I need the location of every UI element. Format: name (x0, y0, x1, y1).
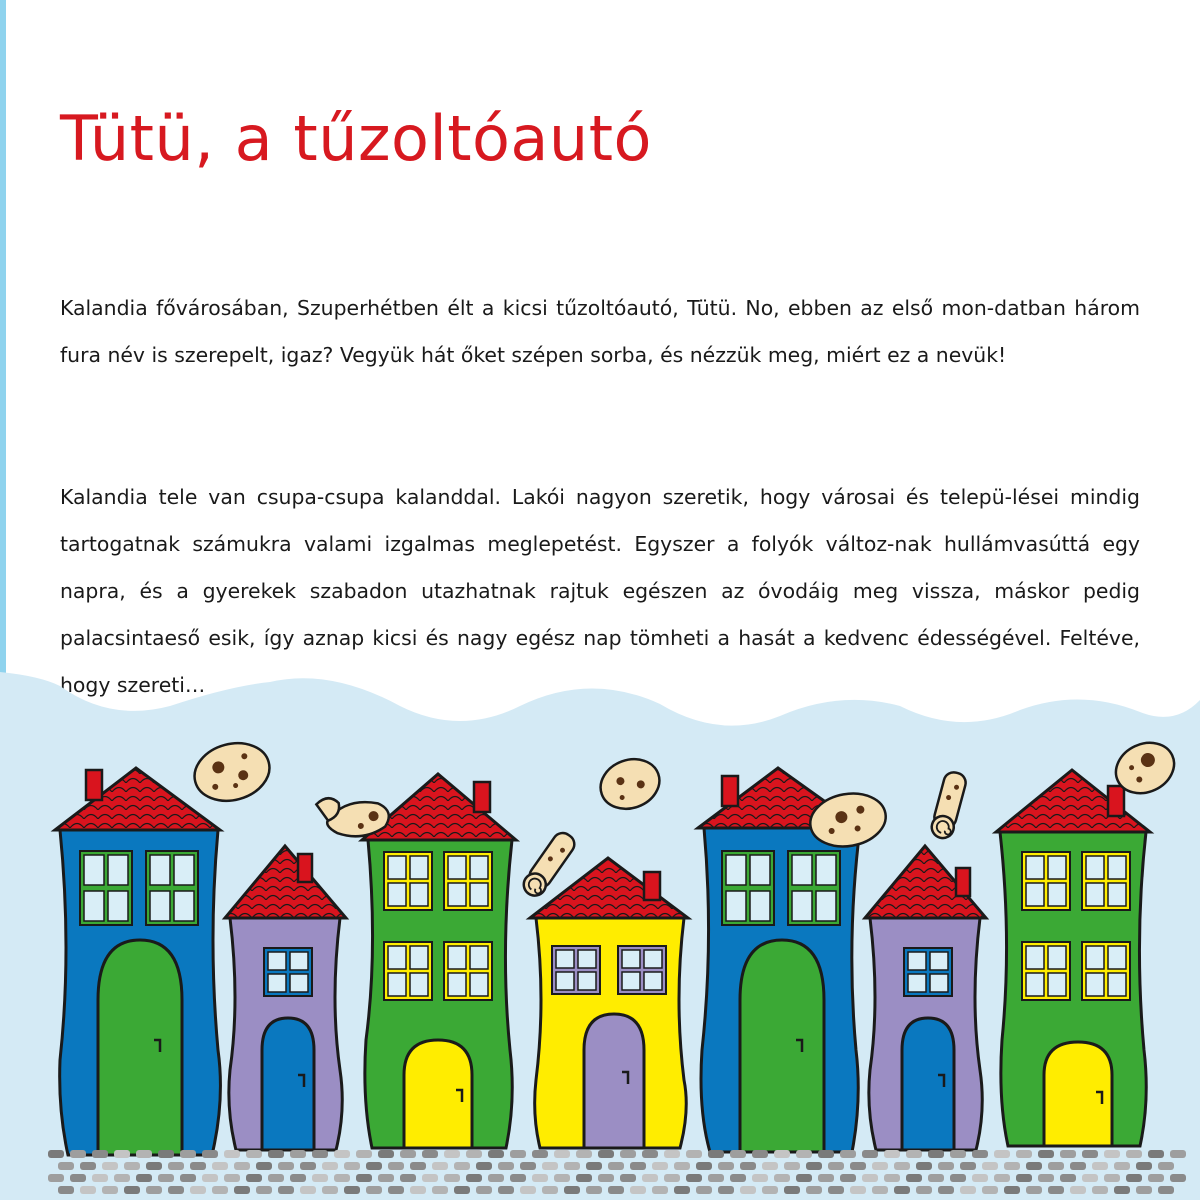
cobblestone (938, 1162, 954, 1170)
cobblestone (642, 1174, 658, 1182)
cobblestone (1148, 1150, 1164, 1158)
cobblestone (1158, 1162, 1174, 1170)
cobblestone (730, 1150, 746, 1158)
cobblestone (542, 1186, 558, 1194)
cobblestone (708, 1150, 724, 1158)
cobblestone (70, 1174, 86, 1182)
house-yellow (530, 858, 688, 1148)
cobblestone (774, 1174, 790, 1182)
cobblestone (378, 1150, 394, 1158)
cobblestone (840, 1150, 856, 1158)
cobblestone (652, 1186, 668, 1194)
cobblestone (146, 1162, 162, 1170)
cobblestone (520, 1162, 536, 1170)
cobblestone (972, 1174, 988, 1182)
town-illustration (0, 660, 1200, 1200)
cobblestone (290, 1174, 306, 1182)
cobblestone (488, 1150, 504, 1158)
cobblestone (268, 1174, 284, 1182)
cobblestone (796, 1150, 812, 1158)
cobblestone (576, 1174, 592, 1182)
cobblestone (1092, 1186, 1108, 1194)
cobblestone (894, 1186, 910, 1194)
page-title: Tütü, a tűzoltóautó (60, 102, 652, 175)
cobblestone (554, 1150, 570, 1158)
cobblestone (224, 1174, 240, 1182)
cobblestone (388, 1162, 404, 1170)
cobblestone (334, 1150, 350, 1158)
cobblestone (432, 1162, 448, 1170)
cobblestone (1104, 1150, 1120, 1158)
cobblestone (554, 1174, 570, 1182)
cobblestone (576, 1150, 592, 1158)
cobblestone (828, 1186, 844, 1194)
cobblestone (80, 1162, 96, 1170)
cobblestone (608, 1186, 624, 1194)
cobblestone (598, 1150, 614, 1158)
cobblestone (246, 1150, 262, 1158)
cobblestone (136, 1174, 152, 1182)
cobblestone (906, 1174, 922, 1182)
cobblestone (586, 1186, 602, 1194)
cobblestone (598, 1174, 614, 1182)
cobblestone (246, 1174, 262, 1182)
cobblestone (366, 1162, 382, 1170)
cobblestone (70, 1150, 86, 1158)
cobblestone (784, 1162, 800, 1170)
cobblestone (102, 1186, 118, 1194)
cobblestone (762, 1186, 778, 1194)
cobblestone (114, 1174, 130, 1182)
cobblestone (256, 1162, 272, 1170)
cobblestone (532, 1174, 548, 1182)
cobblestone (850, 1186, 866, 1194)
cobblestone (740, 1162, 756, 1170)
cobblestone (410, 1162, 426, 1170)
cobblestone (686, 1174, 702, 1182)
cobblestone (784, 1186, 800, 1194)
cobblestone (168, 1186, 184, 1194)
cobblestone (674, 1162, 690, 1170)
cobblestone (696, 1162, 712, 1170)
cobblestone (1148, 1174, 1164, 1182)
house-green-1 (362, 774, 516, 1148)
cobblestone (1016, 1174, 1032, 1182)
cobblestone (212, 1162, 228, 1170)
cobblestone (444, 1150, 460, 1158)
cobblestone (466, 1174, 482, 1182)
cobblestone (994, 1174, 1010, 1182)
cobblestone (950, 1150, 966, 1158)
cobblestone (884, 1174, 900, 1182)
cobblestone (972, 1150, 988, 1158)
cobblestone (696, 1186, 712, 1194)
cobblestone (48, 1174, 64, 1182)
cobblestone (960, 1186, 976, 1194)
cobblestone (190, 1186, 206, 1194)
cobblestone (1092, 1162, 1108, 1170)
cobblestone (1136, 1162, 1152, 1170)
cobblestone (740, 1186, 756, 1194)
cobblestone (752, 1150, 768, 1158)
cobblestone (1026, 1162, 1042, 1170)
cobblestone (498, 1186, 514, 1194)
cobblestone (344, 1162, 360, 1170)
cobblestone (180, 1174, 196, 1182)
cobblestone (708, 1174, 724, 1182)
cobblestone (586, 1162, 602, 1170)
house-blue-tall-1 (55, 768, 220, 1155)
cobblestone (620, 1150, 636, 1158)
cobblestone (168, 1162, 184, 1170)
paragraph-2: Kalandia tele van csupa-csupa kalanddal. Lakói nagyon szeretik, hogy városai és telepü-lései mindig tartogatnak számukra valami izgalmas meglepetést. Egyszer a folyók változ-nak hullámvasúttá egy napra, és a gyerekek szabadon utazhatnak rajtuk egészen az óvodáig meg vissza, máskor pedig palacsintaeső esik, így aznap kicsi és nagy egész nap tömheti a hasát a kedvenc édességével. Feltéve, hogy szereti… (60, 485, 1140, 697)
cobblestone (300, 1186, 316, 1194)
cobblestone (1114, 1162, 1130, 1170)
cobblestone (982, 1162, 998, 1170)
cobblestone (1048, 1162, 1064, 1170)
paragraph-1: Kalandia fővárosában, Szuperhétben élt a kicsi tűzoltóautó, Tütü. No, ebben az első mon-datban három fura név is szerepelt, igaz? Vegyük hát őket szépen sorba, és nézzük meg, miért ez a nevük! (60, 296, 1140, 367)
cobblestone (356, 1150, 372, 1158)
cobblestone (994, 1150, 1010, 1158)
cobblestone (256, 1186, 272, 1194)
cobblestone (630, 1186, 646, 1194)
cobblestone (498, 1162, 514, 1170)
cobblestone (1004, 1162, 1020, 1170)
cobblestone (564, 1186, 580, 1194)
house-green-2 (996, 770, 1150, 1146)
cobblestone (510, 1150, 526, 1158)
cobblestone (322, 1186, 338, 1194)
cobblestone (312, 1150, 328, 1158)
cobblestone (146, 1186, 162, 1194)
cobblestone (366, 1186, 382, 1194)
cobblestone (906, 1150, 922, 1158)
cobblestone (1070, 1162, 1086, 1170)
cobblestone (334, 1174, 350, 1182)
cobblestone (158, 1150, 174, 1158)
cobblestone (916, 1162, 932, 1170)
cobblestone (862, 1150, 878, 1158)
cobblestone (1114, 1186, 1130, 1194)
cobblestone (212, 1186, 228, 1194)
cobblestone (642, 1150, 658, 1158)
cobblestone (400, 1174, 416, 1182)
cobblestone (652, 1162, 668, 1170)
cobblestone (916, 1186, 932, 1194)
cobblestone (1170, 1174, 1186, 1182)
cobblestone (48, 1150, 64, 1158)
cobblestone (432, 1186, 448, 1194)
cobblestone (58, 1186, 74, 1194)
cobblestone (1070, 1186, 1086, 1194)
cobblestone (1026, 1186, 1042, 1194)
cobblestone (894, 1162, 910, 1170)
cobblestone (960, 1162, 976, 1170)
cobblestone (1136, 1186, 1152, 1194)
cobblestone (730, 1174, 746, 1182)
cobblestone (454, 1162, 470, 1170)
cobblestone (928, 1150, 944, 1158)
cobblestone (762, 1162, 778, 1170)
cobblestone (300, 1162, 316, 1170)
cobblestone (202, 1150, 218, 1158)
cobblestone (1060, 1150, 1076, 1158)
cobblestone (224, 1150, 240, 1158)
cobblestone (818, 1150, 834, 1158)
cobblestone (202, 1174, 218, 1182)
cobblestone (180, 1150, 196, 1158)
cobblestone (982, 1186, 998, 1194)
cobblestone (410, 1186, 426, 1194)
cobblestone (608, 1162, 624, 1170)
cobblestone (102, 1162, 118, 1170)
cobblestone (510, 1174, 526, 1182)
cobblestone (542, 1162, 558, 1170)
cobblestone (312, 1174, 328, 1182)
cobblestone (378, 1174, 394, 1182)
cobblestone (1060, 1174, 1076, 1182)
cobblestone (1082, 1174, 1098, 1182)
cobblestone (454, 1186, 470, 1194)
cobblestone (388, 1186, 404, 1194)
cobblestone (400, 1150, 416, 1158)
cobblestone (124, 1162, 140, 1170)
cobblestone (686, 1150, 702, 1158)
cobblestone (234, 1162, 250, 1170)
cobblestone (818, 1174, 834, 1182)
cobblestone (322, 1162, 338, 1170)
cobblestone (664, 1150, 680, 1158)
cobblestone (1170, 1150, 1186, 1158)
cobblestone (664, 1174, 680, 1182)
cobblestone (938, 1186, 954, 1194)
cobblestone (80, 1186, 96, 1194)
cobblestone (532, 1150, 548, 1158)
cobblestone (828, 1162, 844, 1170)
cobblestone (774, 1150, 790, 1158)
cobblestone (564, 1162, 580, 1170)
cobblestone (718, 1186, 734, 1194)
cobblestone (466, 1150, 482, 1158)
cobblestone (718, 1162, 734, 1170)
cobblestone (124, 1186, 140, 1194)
cobblestone (796, 1174, 812, 1182)
cobblestone (476, 1186, 492, 1194)
cobblestone (1104, 1174, 1120, 1182)
cobblestone (136, 1150, 152, 1158)
cobblestone (1126, 1174, 1142, 1182)
cobblestone (190, 1162, 206, 1170)
cobblestone (872, 1162, 888, 1170)
cobblestone (92, 1150, 108, 1158)
cobblestone (268, 1150, 284, 1158)
cobblestone (840, 1174, 856, 1182)
cobblestone (1158, 1186, 1174, 1194)
cobblestone (422, 1150, 438, 1158)
cobblestone (1016, 1150, 1032, 1158)
cobblestone (620, 1174, 636, 1182)
cobblestone (806, 1162, 822, 1170)
cobblestone (850, 1162, 866, 1170)
cobblestone (1048, 1186, 1064, 1194)
cobblestone (488, 1174, 504, 1182)
cobblestone (1038, 1150, 1054, 1158)
cobblestone (806, 1186, 822, 1194)
cobblestone (422, 1174, 438, 1182)
cobblestone (1126, 1150, 1142, 1158)
cobblestone (476, 1162, 492, 1170)
cobblestone (356, 1174, 372, 1182)
cobblestone (884, 1150, 900, 1158)
cobblestone (444, 1174, 460, 1182)
cobblestone (872, 1186, 888, 1194)
cobblestone (1004, 1186, 1020, 1194)
cobblestone (928, 1174, 944, 1182)
cobblestone (674, 1186, 690, 1194)
cobblestone (630, 1162, 646, 1170)
cobblestone (290, 1150, 306, 1158)
cobblestone (1038, 1174, 1054, 1182)
cobblestone (862, 1174, 878, 1182)
cobblestone (752, 1174, 768, 1182)
cobblestone (520, 1186, 536, 1194)
cobblestone (1082, 1150, 1098, 1158)
cobblestone (234, 1186, 250, 1194)
cobblestone (58, 1162, 74, 1170)
cobblestone (278, 1162, 294, 1170)
cobblestone (950, 1174, 966, 1182)
cobblestone (92, 1174, 108, 1182)
cobblestone (344, 1186, 360, 1194)
cobblestone (158, 1174, 174, 1182)
cobblestone (114, 1150, 130, 1158)
cobblestone (278, 1186, 294, 1194)
